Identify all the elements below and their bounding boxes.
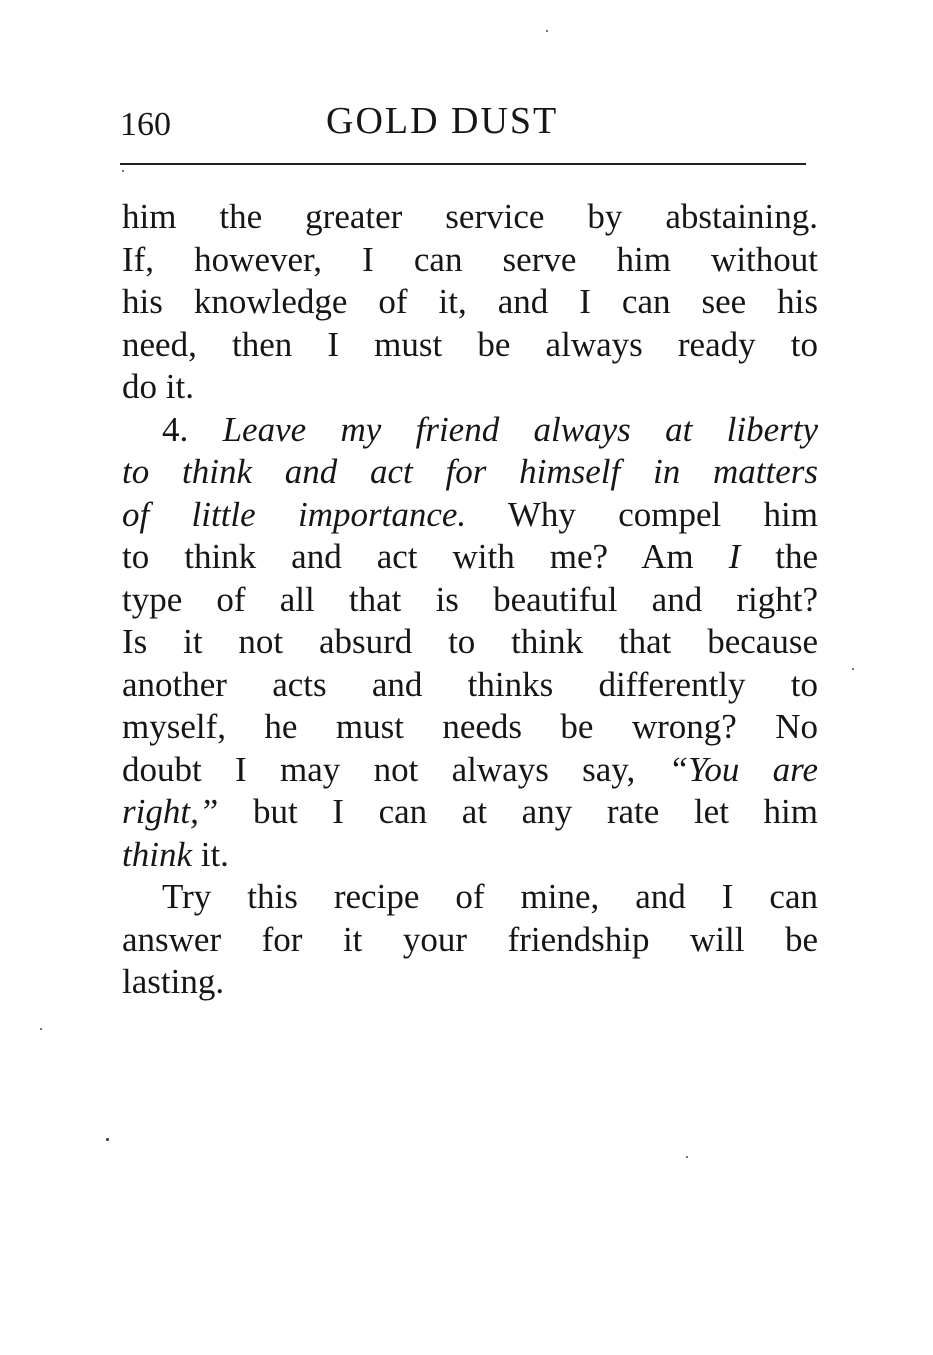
scan-speck xyxy=(686,1156,688,1158)
text-segment: it. xyxy=(200,834,229,874)
italic-phrase: to think and act for himself in matters xyxy=(122,452,818,491)
text-line: another acts and thinks differently to xyxy=(122,664,818,704)
scan-speck xyxy=(40,1028,42,1030)
text-line xyxy=(122,749,818,792)
italic-phrase: I xyxy=(728,537,741,576)
page-number: 160 xyxy=(120,106,171,143)
scan-speck xyxy=(546,30,548,32)
text-line: If, however, I can serve him without xyxy=(122,239,818,279)
text-line: Try this recipe of mine, and I can xyxy=(162,877,818,916)
italic-phrase: think xyxy=(122,834,192,874)
text-line: lasting. xyxy=(122,962,225,1001)
text-line: his knowledge of it, and I can see his xyxy=(122,282,818,321)
text-line: type of all that is beautiful and right? xyxy=(122,579,818,619)
body-text xyxy=(122,196,818,1004)
text-line: answer for it your friendship will be xyxy=(122,919,818,959)
text-line xyxy=(122,834,818,877)
text-line: myself, he must needs be wrong? No xyxy=(122,707,818,746)
text-segment: doubt I may not always say, xyxy=(122,749,636,789)
text-segment: but I can at any rate let him xyxy=(252,792,819,831)
italic-phrase: right,” xyxy=(122,792,219,831)
scan-speck xyxy=(122,170,124,172)
text-segment: the xyxy=(775,537,818,576)
text-segment: Why compel him xyxy=(507,494,818,534)
text-segment: to think and act with me? Am xyxy=(122,537,694,576)
scan-speck xyxy=(852,668,854,670)
text-line xyxy=(122,536,818,579)
text-line: Is it not absurd to think that because xyxy=(122,622,818,661)
running-title: GOLD DUST xyxy=(326,100,559,142)
text-line xyxy=(122,409,818,452)
scan-speck xyxy=(106,1138,109,1141)
text-line xyxy=(122,494,818,537)
italic-phrase: Leave my friend always at liberty xyxy=(222,409,818,449)
italic-phrase: of little importance. xyxy=(122,494,467,534)
rule-number: 4. xyxy=(162,409,189,449)
text-line: do it. xyxy=(122,367,194,406)
text-line: him the greater service by abstaining. xyxy=(122,197,818,236)
text-line xyxy=(122,791,818,834)
text-line: need, then I must be always ready to xyxy=(122,324,818,364)
italic-phrase: “You are xyxy=(668,749,819,789)
text-line xyxy=(122,451,818,494)
header-rule xyxy=(120,163,806,165)
